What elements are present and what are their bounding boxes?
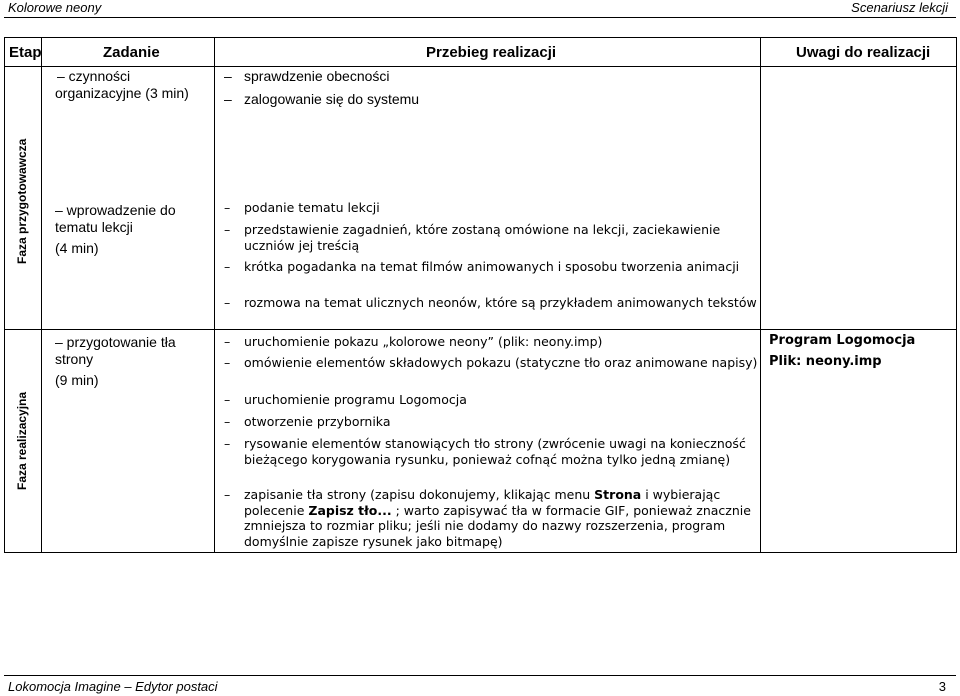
list-item: – krótka pogadanka na temat filmów animowanych i sposobu tworzenia animacji [224, 259, 740, 274]
phase-divider [4, 329, 957, 330]
menu-name-strona: Strona [594, 487, 642, 502]
column-header-przebieg: Przebieg realizacji [426, 44, 557, 61]
list-item: – uruchomienie programu Logomocja [224, 392, 467, 407]
header-divider [4, 66, 957, 67]
header-title: Kolorowe neony [8, 0, 102, 15]
list-item: – otworzenie przybornika [224, 414, 391, 429]
list-item: – podanie tematu lekcji [224, 200, 380, 215]
page-footer [4, 675, 956, 696]
column-divider-1 [41, 37, 42, 552]
command-name-zapisz-tlo: Zapisz tło... [308, 502, 392, 518]
header-doc-type: Scenariusz lekcji [851, 0, 948, 15]
list-item: – omówienie elementów składowych pokazu (statyczne tło oraz animowane napisy) [224, 355, 758, 370]
note-program: Program Logomocja [769, 333, 916, 348]
phase-label-preparation: Faza przygotowawcza [15, 138, 29, 264]
task-line: organizacyjne (3 min) [55, 85, 189, 101]
table-border-bottom [4, 552, 957, 553]
task-background [55, 334, 176, 389]
task-introduction [55, 202, 176, 257]
task-line: – wprowadzenie do [55, 202, 176, 218]
column-divider-2 [214, 37, 215, 552]
list-item: – zalogowanie się do systemu [224, 91, 420, 107]
page-number: 3 [938, 679, 946, 694]
list-item: – sprawdzenie obecności [224, 68, 390, 84]
task-organizational [55, 68, 189, 102]
table-border-top [4, 37, 957, 38]
phase-label-realization: Faza realizacyjna [15, 391, 29, 490]
task-line: – przygotowanie tła [55, 334, 176, 350]
page-header [4, 0, 956, 18]
table-border-left [4, 37, 5, 552]
task-duration: (9 min) [55, 372, 99, 388]
column-header-etap: Etap [9, 44, 42, 61]
footer-title: Lokomocja Imagine – Edytor postaci [8, 679, 218, 694]
task-duration: (4 min) [55, 240, 99, 256]
task-line: tematu lekcji [55, 219, 133, 235]
column-header-uwagi: Uwagi do realizacji [796, 44, 931, 61]
task-line: – czynności [57, 68, 131, 84]
list-item-save-background: – zapisanie tła strony (zapisu dokonujemy, klikając menu Strona i wybierając polecenie Zapisz tło... ; warto zapisywać tła w formacie GIF, ponieważ znacznie zmniejsza to rozmiar pliku; jeśli nie dodamy do nazwy rozszerzenia, program domyślnie zapisze rysunek jako bitmapę) [224, 487, 751, 549]
list-item: – uruchomienie pokazu „kolorowe neony” (plik: neony.imp) [224, 334, 603, 349]
list-item: – przedstawienie zagadnień, które zostaną omówione na lekcji, zaciekawienie uczniów jej treścią [224, 222, 721, 253]
list-item: – rysowanie elementów stanowiących tło strony (zwrócenie uwagi na konieczność bieżącego korygowania rysunku, ponieważ cofnąć można tylko jedną zmianę) [224, 436, 746, 467]
list-item: – rozmowa na temat ulicznych neonów, które są przykładem animowanych tekstów [224, 295, 757, 310]
column-header-zadanie: Zadanie [103, 44, 160, 61]
note-file: Plik: neony.imp [769, 354, 882, 369]
table-border-right [956, 37, 957, 552]
task-line: strony [55, 351, 94, 367]
